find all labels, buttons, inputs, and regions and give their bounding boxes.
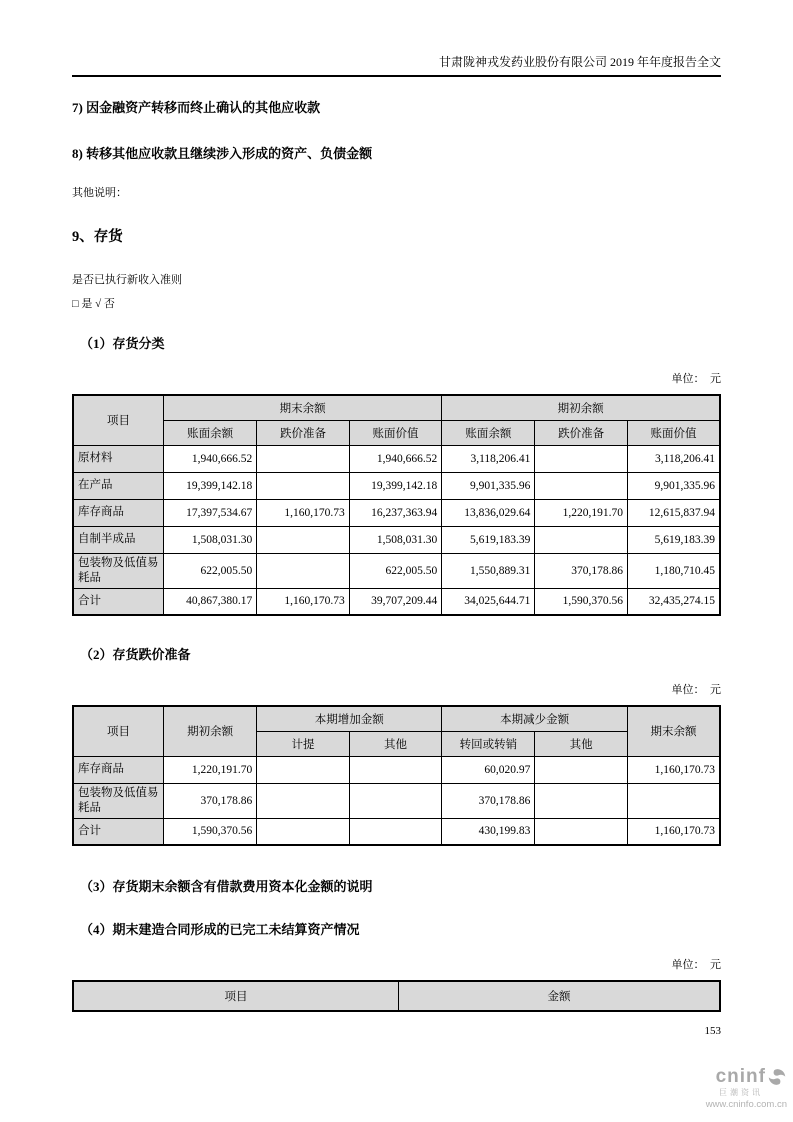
t2-cell: [627, 783, 720, 818]
heading-sub4-construction-contracts: （4）期末建造合同形成的已完工未结算资产情况: [80, 922, 360, 937]
heading-section9-inventory: 9、存货: [72, 229, 123, 245]
table-row: [73, 756, 720, 783]
t2-group-increase: 本期增加金额: [257, 706, 442, 731]
table-row: [73, 445, 720, 472]
t1-cell: 40,867,380.17: [164, 588, 257, 615]
t2-sub-provision: 计提: [257, 731, 350, 756]
unit-label-1: 单位： 元: [671, 373, 721, 385]
t1-cell: 34,025,644.71: [442, 588, 535, 615]
t1-cell: 32,435,274.15: [627, 588, 720, 615]
t2-sub-reversal: 转回或转销: [442, 731, 535, 756]
t2-cell: [349, 818, 442, 845]
t1-cell: 370,178.86: [535, 553, 628, 588]
logo-brand-row: [716, 1067, 787, 1087]
logo-name: 巨潮资讯: [719, 1088, 763, 1097]
t2-cell: 370,178.86: [164, 783, 257, 818]
t1-cell: 1,160,170.73: [257, 588, 350, 615]
t1-cell: 1,940,666.52: [164, 445, 257, 472]
t1-cell: 1,220,191.70: [535, 499, 628, 526]
heading-sub1-inventory-classification: （1）存货分类: [80, 336, 165, 351]
construction-contract-table: [72, 980, 721, 1012]
t1-cell: [535, 445, 628, 472]
t2-cell: [349, 783, 442, 818]
t1-sub-book-value-begin: 账面价值: [627, 420, 720, 445]
t1-sub-book-value-end: 账面价值: [349, 420, 442, 445]
t2-col-item: 项目: [73, 706, 164, 756]
t2-col-ending: 期末余额: [627, 706, 720, 756]
t1-cell: 9,901,335.96: [442, 472, 535, 499]
t1-cell: 17,397,534.67: [164, 499, 257, 526]
t1-col-item: 项目: [73, 395, 164, 445]
heading-sub2-inventory-impairment: （2）存货跌价准备: [80, 647, 191, 662]
t1-cell: 3,118,206.41: [627, 445, 720, 472]
inventory-impairment-table: [72, 705, 721, 846]
t1-sub-book-balance-begin: 账面余额: [442, 420, 535, 445]
t2-cell: [257, 818, 350, 845]
t2-cell: [257, 783, 350, 818]
t2-row-label: 合计: [73, 818, 164, 845]
t1-cell: 3,118,206.41: [442, 445, 535, 472]
t2-cell: [349, 756, 442, 783]
t1-cell: 13,836,029.64: [442, 499, 535, 526]
t1-cell: 1,180,710.45: [627, 553, 720, 588]
t1-row-label: 自制半成品: [73, 526, 164, 553]
t1-group-beginning: 期初余额: [442, 395, 720, 420]
t1-cell: 16,237,363.94: [349, 499, 442, 526]
t1-cell: 1,160,170.73: [257, 499, 350, 526]
t2-cell: 370,178.86: [442, 783, 535, 818]
t2-sub-other-increase: 其他: [349, 731, 442, 756]
t1-row-label: 包装物及低值易耗品: [73, 553, 164, 588]
t2-header-row-groups: [73, 706, 720, 731]
inventory-classification-table: [72, 394, 721, 616]
t2-cell: [535, 756, 628, 783]
table-row: [73, 499, 720, 526]
t2-cell: 1,220,191.70: [164, 756, 257, 783]
t3-col-item: 项目: [73, 981, 398, 1011]
t2-cell: 430,199.83: [442, 818, 535, 845]
t2-cell: 1,590,370.56: [164, 818, 257, 845]
t1-cell: 1,940,666.52: [349, 445, 442, 472]
t1-sub-book-balance-end: 账面余额: [164, 420, 257, 445]
unit-label-3: 单位： 元: [671, 959, 721, 971]
table-row-total: [73, 818, 720, 845]
t1-cell: [257, 472, 350, 499]
revenue-standard-answer: □ 是 √ 否: [72, 298, 115, 310]
t1-sub-impairment-begin: 跌价准备: [535, 420, 628, 445]
t1-cell: 39,707,209.44: [349, 588, 442, 615]
t2-row-label: 库存商品: [73, 756, 164, 783]
t2-cell: [535, 818, 628, 845]
t1-row-label: 库存商品: [73, 499, 164, 526]
t1-cell: 5,619,183.39: [627, 526, 720, 553]
t1-cell: 19,399,142.18: [349, 472, 442, 499]
heading-item7-derecognized-receivables: 7) 因金融资产转移而终止确认的其他应收款: [72, 100, 321, 115]
heading-sub3-capitalized-borrowing-costs: （3）存货期末余额含有借款费用资本化金额的说明: [80, 879, 373, 894]
t1-cell: [535, 472, 628, 499]
t1-cell: [257, 553, 350, 588]
t2-col-beginning: 期初余额: [164, 706, 257, 756]
revenue-standard-question: 是否已执行新收入准则: [72, 274, 182, 286]
t1-cell: 622,005.50: [349, 553, 442, 588]
t1-cell: 1,590,370.56: [535, 588, 628, 615]
table-row: [73, 472, 720, 499]
t2-row-label: 包装物及低值易耗品: [73, 783, 164, 818]
table-row: [73, 553, 720, 588]
t1-row-label: 原材料: [73, 445, 164, 472]
t2-sub-other-decrease: 其他: [535, 731, 628, 756]
unit-label-2: 单位： 元: [671, 684, 721, 696]
t1-cell: 5,619,183.39: [442, 526, 535, 553]
t1-cell: [257, 445, 350, 472]
t1-cell: [535, 526, 628, 553]
t1-cell: 12,615,837.94: [627, 499, 720, 526]
logo-url: www.cninfo.com.cn: [705, 1099, 787, 1110]
t2-group-decrease: 本期减少金额: [442, 706, 628, 731]
heading-item8-transferred-receivables: 8) 转移其他应收款且继续涉入形成的资产、负债金额: [72, 146, 373, 161]
t2-cell: 1,160,170.73: [627, 818, 720, 845]
t1-header-row-subs: [73, 420, 720, 445]
t1-sub-impairment-end: 跌价准备: [257, 420, 350, 445]
t1-row-label: 在产品: [73, 472, 164, 499]
t1-cell: 1,508,031.30: [164, 526, 257, 553]
t3-col-amount: 金额: [398, 981, 720, 1011]
page-content: [72, 0, 721, 1037]
t1-cell: 1,550,889.31: [442, 553, 535, 588]
doc-header: [72, 0, 721, 77]
report-title: 甘肃陇神戎发药业股份有限公司 2019 年年度报告全文: [72, 54, 721, 77]
cninfo-swirl-icon: [767, 1067, 787, 1087]
t2-cell: 1,160,170.73: [627, 756, 720, 783]
other-note-label: 其他说明：: [72, 187, 127, 199]
t1-row-label: 合计: [73, 588, 164, 615]
table-row-total: [73, 588, 720, 615]
t2-cell: 60,020.97: [442, 756, 535, 783]
cninfo-logo: [706, 1067, 787, 1110]
t3-header-row: [73, 981, 720, 1011]
page-number: 153: [704, 1025, 721, 1037]
t1-cell: 19,399,142.18: [164, 472, 257, 499]
logo-brand-text: cninf: [715, 1066, 766, 1087]
t1-cell: 622,005.50: [164, 553, 257, 588]
t1-group-ending: 期末余额: [164, 395, 442, 420]
t2-cell: [535, 783, 628, 818]
t1-cell: 1,508,031.30: [349, 526, 442, 553]
table-row: [73, 783, 720, 818]
t2-cell: [257, 756, 350, 783]
t1-cell: [257, 526, 350, 553]
t1-cell: 9,901,335.96: [627, 472, 720, 499]
table-row: [73, 526, 720, 553]
t1-header-row-groups: [73, 395, 720, 420]
